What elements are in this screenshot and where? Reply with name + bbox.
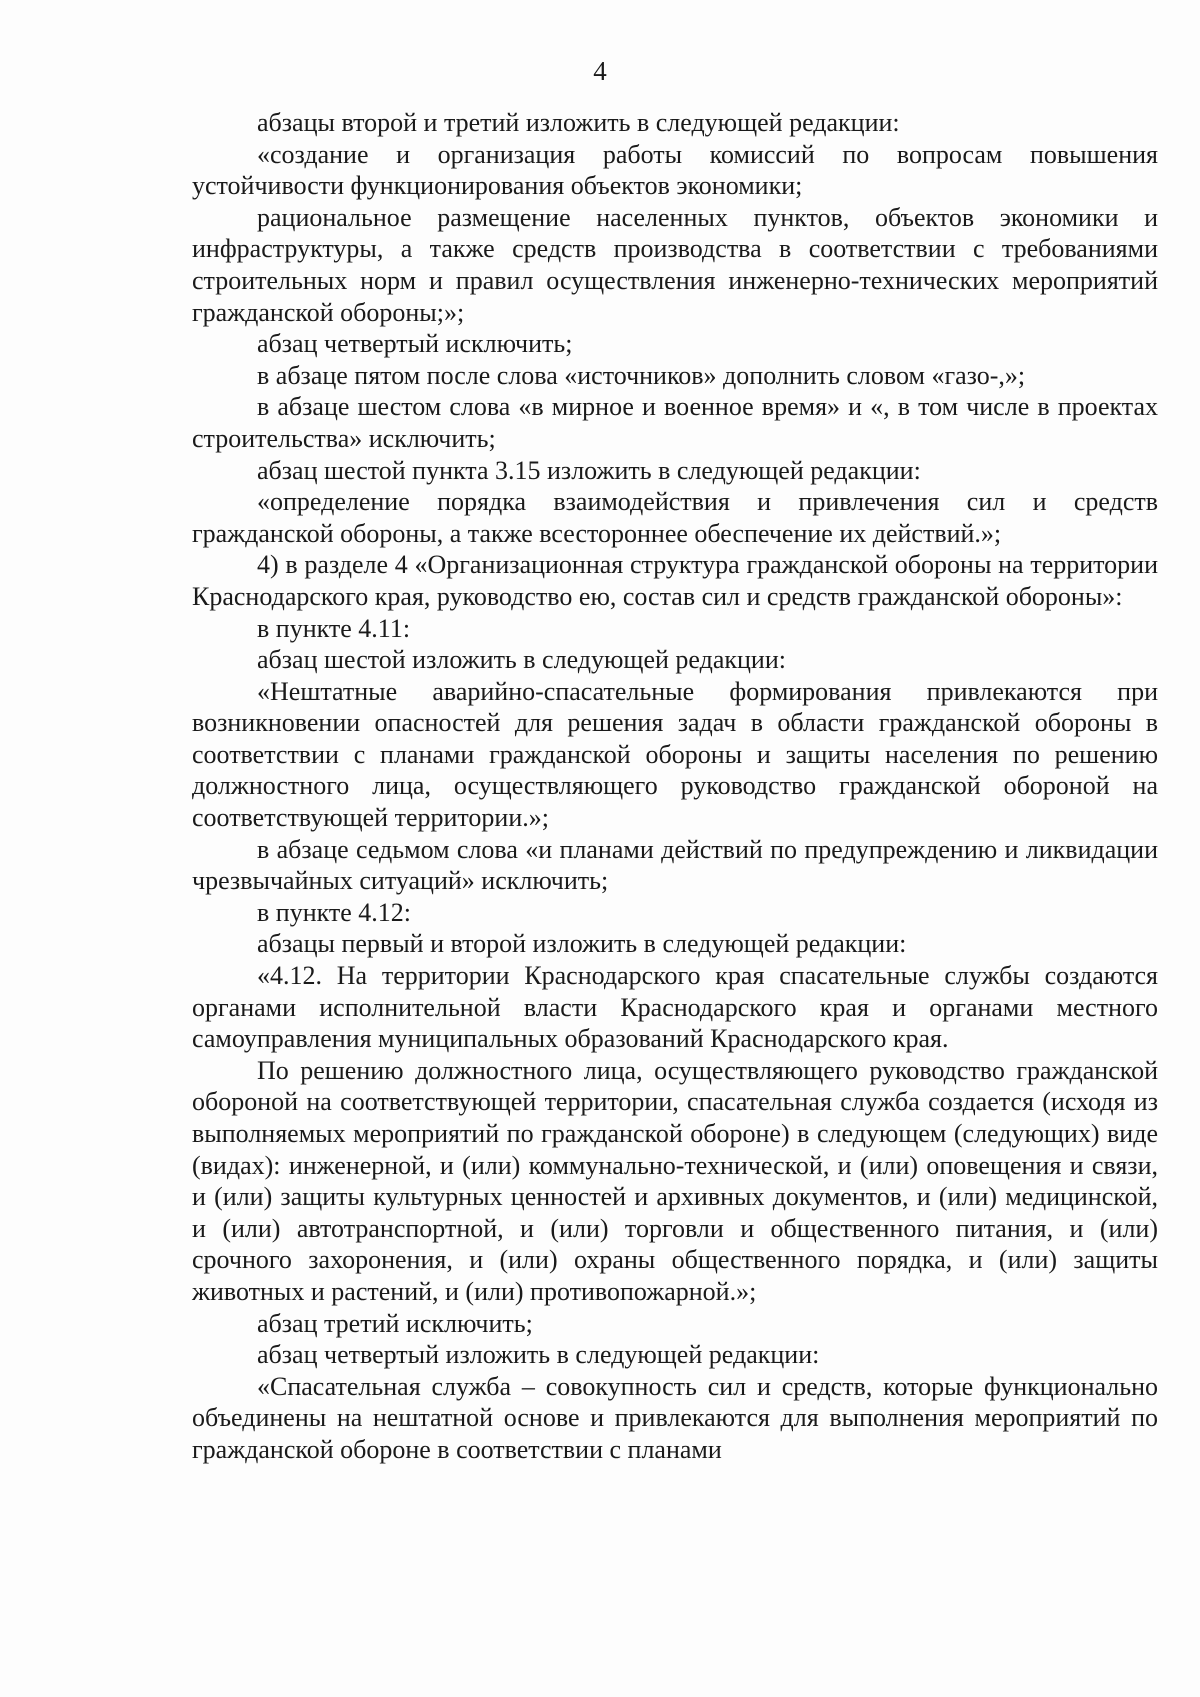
- document-body: [192, 107, 1158, 1466]
- paragraph: По решению должностного лица, осуществляющего руководство гражданской обороной на соответствующей территории, спасательная служба создается (исходя из выполняемых мероприятий по гражданской обороне) в следующем (следующих) виде (видах): инженерной, и (или) коммунально-технической, и (или) оповещения и связи, и (или) защиты культурных ценностей и архивных документов, и (или) медицинской, и (или) автотранспортной, и (или) торговли и общественного питания, и (или) срочного захоронения, и (или) охраны общественного порядка, и (или) защиты животных и растений, и (или) противопожарной.»;: [192, 1055, 1158, 1306]
- paragraph: «определение порядка взаимодействия и привлечения сил и средств гражданской обороны, а также всестороннее обеспечение их действий.»;: [192, 487, 1158, 548]
- paragraph: «Спасательная служба – совокупность сил и средств, которые функционально объединены на нештатной основе и привлекаются для выполнения мероприятий по гражданской обороне в соответствии с планами: [192, 1371, 1158, 1464]
- paragraph: в пункте 4.12:: [257, 897, 412, 927]
- paragraph: абзац шестой изложить в следующей редакции:: [257, 645, 786, 675]
- paragraph: абзац третий исключить;: [257, 1308, 533, 1338]
- paragraph: «создание и организация работы комиссий по вопросам повышения устойчивости функционирования объектов экономики;: [192, 139, 1158, 201]
- paragraph: в абзаце пятом после слова «источников» дополнить словом «газо-,»;: [257, 360, 1026, 390]
- paragraph: абзацы второй и третий изложить в следующей редакции:: [257, 108, 900, 137]
- paragraph: абзацы первый и второй изложить в следующей редакции:: [257, 929, 907, 959]
- paragraph: абзац четвертый изложить в следующей редакции:: [257, 1340, 820, 1370]
- paragraph: «Нештатные аварийно-спасательные формирования привлекаются при возникновении опасностей для решения задач в области гражданской обороны в соответствии с планами гражданской обороны и защиты населения по решению должностного лица, осуществляющего руководство гражданской обороной на соответствующей территории.»;: [192, 676, 1158, 833]
- page-number: 4: [593, 56, 607, 86]
- paragraph: «4.12. На территории Краснодарского края спасательные службы создаются органами исполнительной власти Краснодарского края и органами местного самоуправления муниципальных образований Краснодарского края.: [192, 961, 1158, 1054]
- paragraph: в пункте 4.11:: [257, 613, 411, 643]
- paragraph: рациональное размещение населенных пунктов, объектов экономики и инфраструктуры, а также средств производства в соответствии с требованиями строительных норм и правил осуществления инженерно-технических мероприятий гражданской обороны;»;: [192, 202, 1158, 327]
- paragraph: абзац четвертый исключить;: [257, 329, 573, 359]
- paragraph: в абзаце седьмом слова «и планами действий по предупреждению и ликвидации чрезвычайных ситуаций» исключить;: [192, 834, 1158, 896]
- paragraph: в абзаце шестом слова «в мирное и военное время» и «, в том числе в проектах строительства» исключить;: [192, 392, 1158, 453]
- paragraph: абзац шестой пункта 3.15 изложить в следующей редакции:: [257, 455, 921, 485]
- paragraph: 4) в разделе 4 «Организационная структура гражданской обороны на территории Краснодарского края, руководство ею, состав сил и средств гражданской обороны»:: [192, 550, 1158, 611]
